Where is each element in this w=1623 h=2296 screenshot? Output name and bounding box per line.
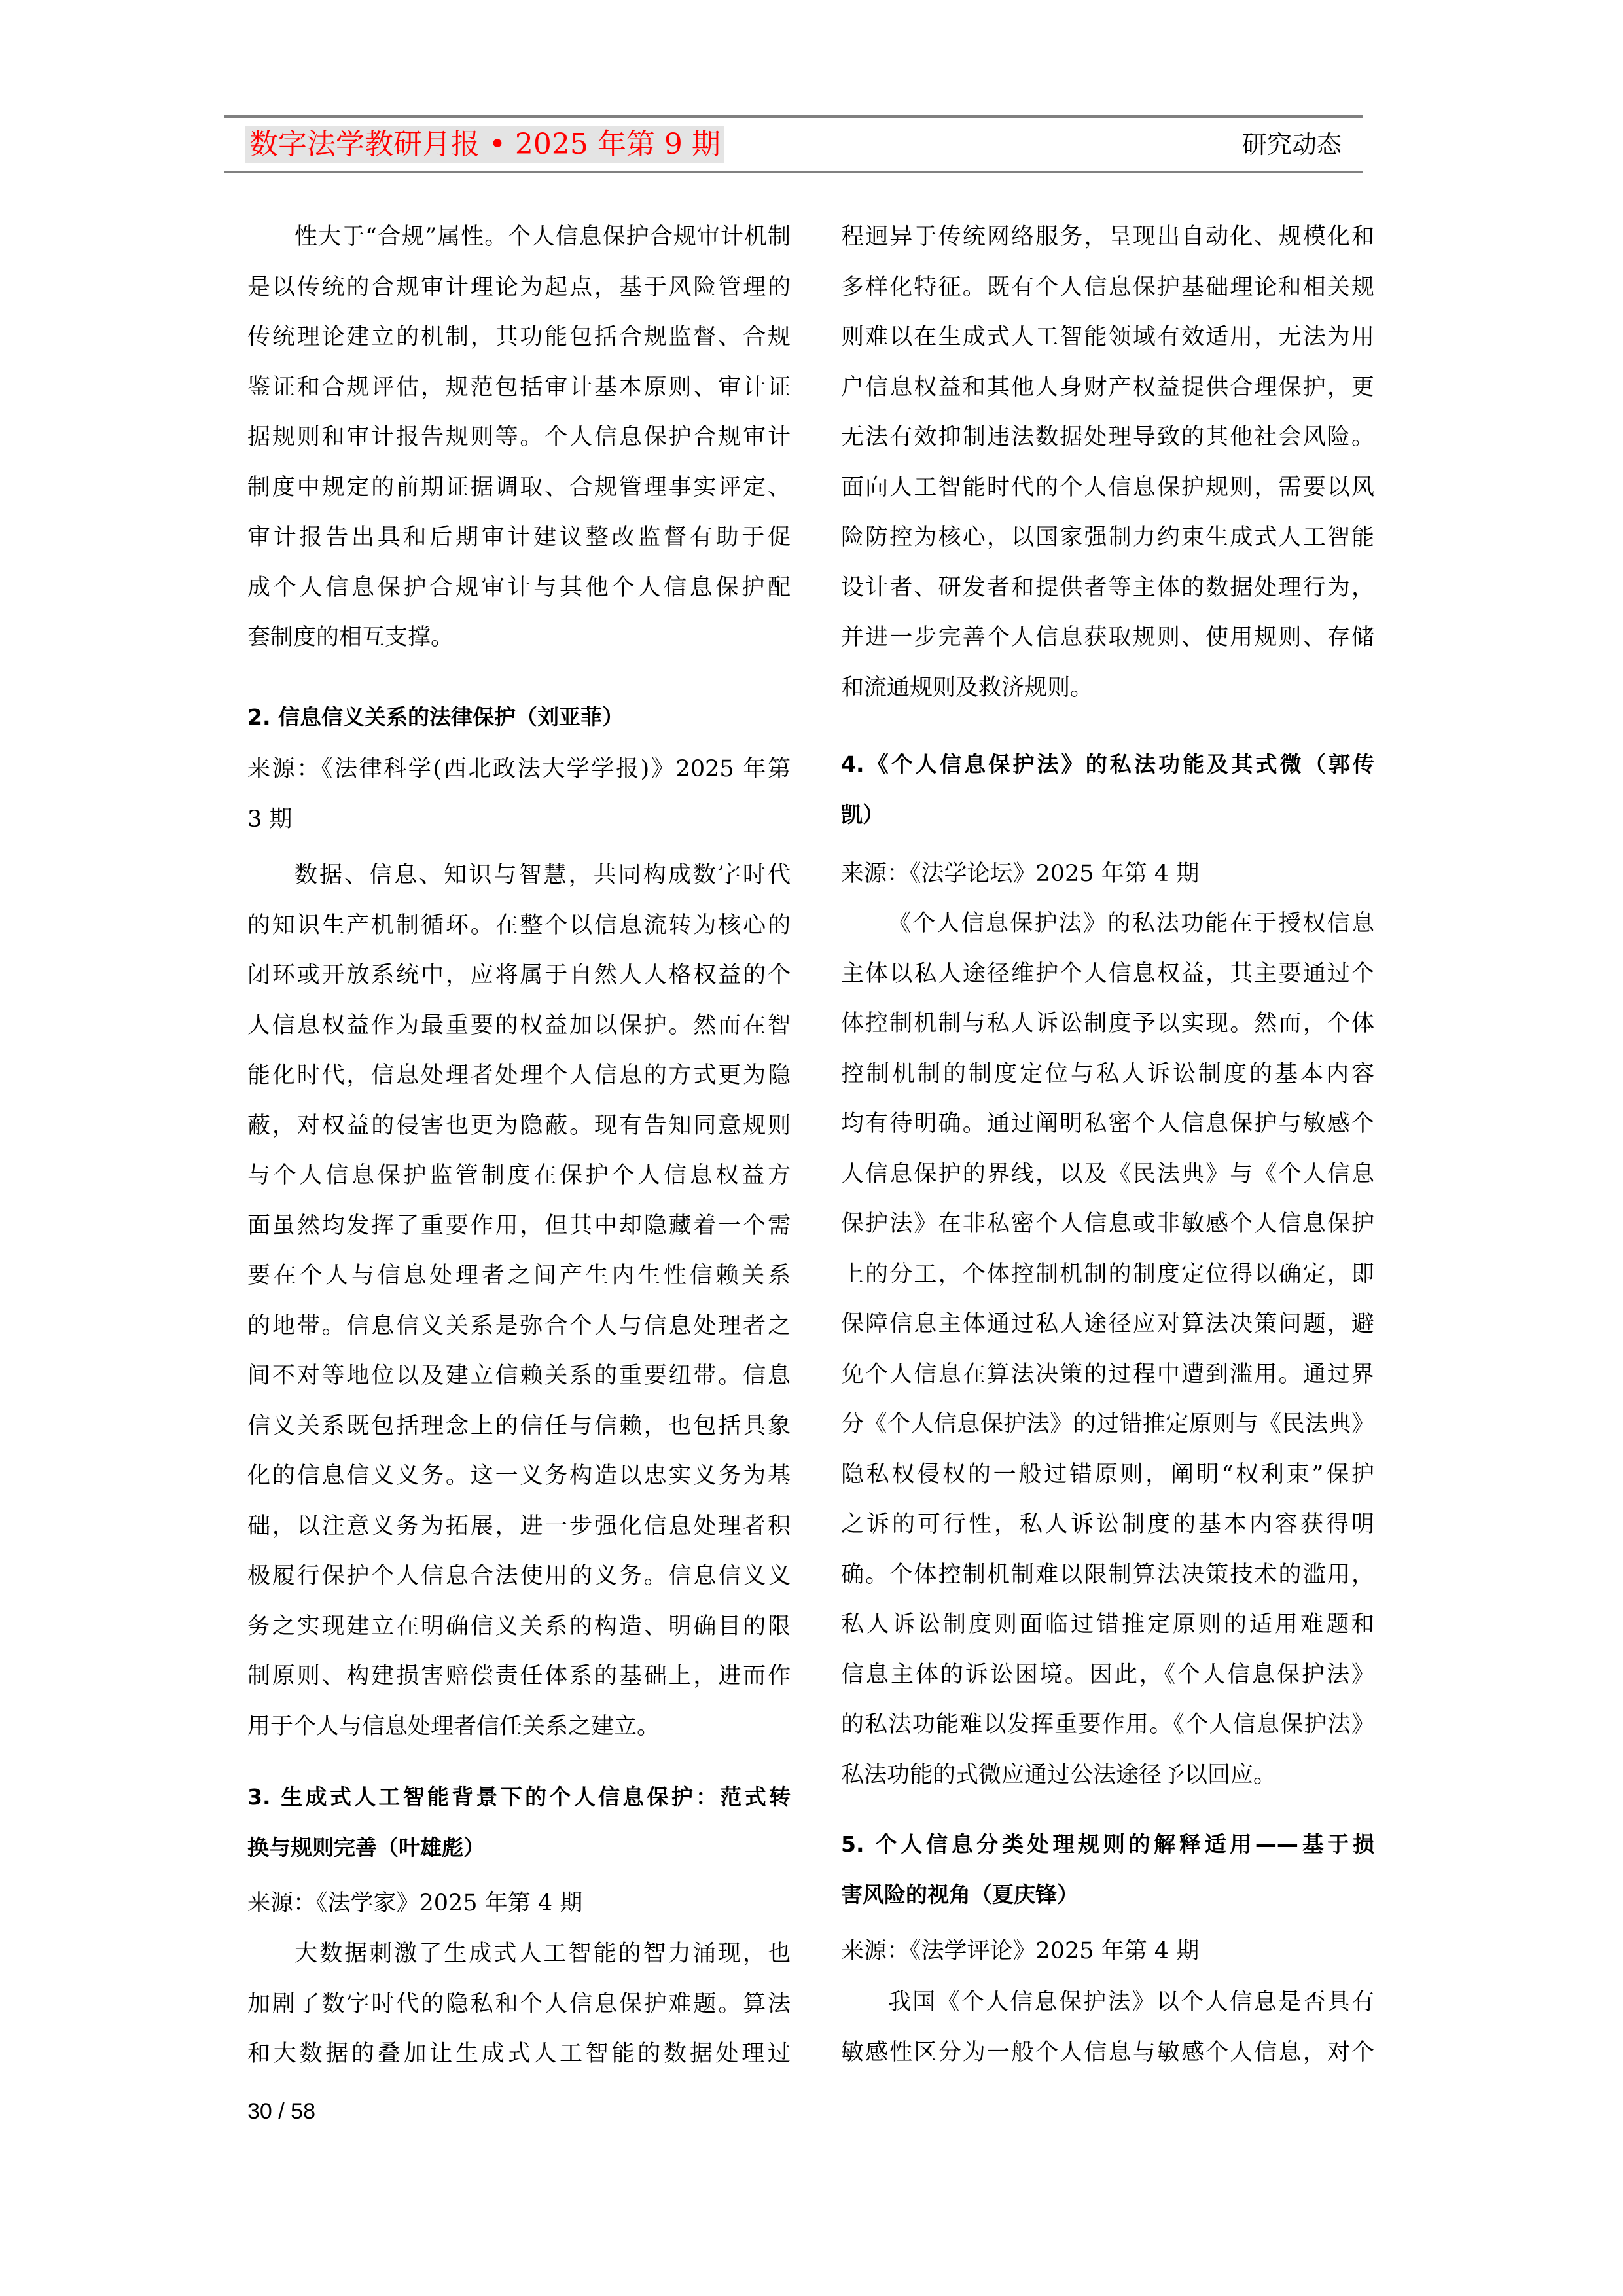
text-line: 套制度的相互支撑。 [247,624,454,651]
text-line: 私人诉讼制度则面临过错推定原则的适用难题和 [841,1611,1374,1638]
article-heading [247,692,791,743]
text-line: 分《个人信息保护法》的过错推定原则与《民法典》 [841,1411,1374,1437]
text-line: 则难以在生成式人工智能领域有效适用，无法为用 [841,324,1374,350]
text-line: 保障信息主体通过私人途径应对算法决策问题，避 [841,1311,1374,1337]
paragraph [841,899,1374,1800]
text-line: 人信息保护的界线，以及《民法典》与《个人信息 [841,1160,1374,1187]
text-line: 并进一步完善个人信息获取规则、使用规则、存储 [841,624,1374,651]
header-bottom-rule [224,171,1363,173]
text-line: 人信息权益作为最重要的权益加以保护。然而在智 [247,1012,791,1039]
text-line: 能化时代，信息处理者处理个人信息的方式更为隐 [247,1062,791,1088]
text-line: 主体以私人途径维护个人信息权益，其主要通过个 [841,960,1374,987]
text-line: 性大于“合规”属性。个人信息保护合规审计机制 [294,224,791,250]
text-line: 成个人信息保护合规审计与其他个人信息保护配 [247,574,791,601]
text-line: 程迥异于传统网络服务，呈现出自动化、规模化和 [841,224,1374,250]
article-source [247,1878,791,1929]
text-line: 加剧了数字时代的隐私和个人信息保护难题。算法 [247,1990,791,2017]
article-source [841,1926,1374,1977]
text-line: 用于个人与信息处理者信任关系之建立。 [247,1713,660,1740]
text-line: 之诉的可行性，私人诉讼制度的基本内容获得明 [841,1511,1374,1537]
text-line: 鉴证和合规评估，规范包括审计基本原则、审计证 [247,374,791,401]
paragraph [841,212,1374,713]
article-source [247,744,791,844]
text-line: 3 期 [247,806,293,833]
text-line: 来源：《法学评论》2025 年第 4 期 [841,1938,1200,1964]
text-line: 来源：《法学论坛》2025 年第 4 期 [841,861,1200,887]
paragraph [841,1977,1374,2077]
text-line: 制原则、构建损害赔偿责任体系的基础上，进而作 [247,1663,791,1689]
text-line: 闭环或开放系统中，应将属于自然人人格权益的个 [247,962,791,988]
journal-title: 数字法学教研月报 • 2025 年第 9 期 [245,126,724,163]
article-heading [247,1772,791,1873]
text-line: 敏感性区分为一般个人信息与敏感个人信息，对个 [841,2039,1374,2066]
text-line: 制度中规定的前期证据调取、合规管理事实评定、 [247,474,791,501]
text-line: 面向人工智能时代的个人信息保护规则，需要以风 [841,474,1374,501]
article-source [841,849,1374,899]
text-line: 控制机制的制度定位与私人诉讼制度的基本内容 [841,1060,1374,1087]
text-line: 据规则和审计报告规则等。个人信息保护合规审计 [247,424,791,450]
text-line: 无法有效抑制违法数据处理导致的其他社会风险。 [841,424,1374,450]
text-line: 务之实现建立在明确信义关系的构造、明确目的限 [247,1613,791,1640]
text-line: 均有待明确。通过阐明私密个人信息保护与敏感个 [841,1111,1374,1137]
text-line: 来源：《法律科学(西北政法大学学报)》2025 年第 [247,756,791,782]
text-line: 隐私权侵权的一般过错原则，阐明“权利束”保护 [841,1461,1374,1488]
text-line: 我国《个人信息保护法》以个人信息是否具有 [888,1989,1374,2015]
text-line: 审计报告出具和后期审计建议整改监督有助于促 [247,524,791,550]
text-line: 换与规则完善（叶雄彪） [247,1834,485,1860]
text-line: 体控制机制与私人诉讼制度予以实现。然而，个体 [841,1011,1374,1037]
section-label: 研究动态 [1241,130,1342,159]
text-line: 设计者、研发者和提供者等主体的数据处理行为， [841,574,1374,601]
text-line: 免个人信息在算法决策的过程中遭到滥用。通过界 [841,1361,1374,1388]
text-line: 数据、信息、知识与智慧，共同构成数字时代 [294,862,791,888]
text-line: 害风险的视角（夏庆锋） [841,1881,1079,1907]
article-heading [841,1820,1374,1920]
text-line: 《个人信息保护法》的私法功能在于授权信息 [888,910,1374,937]
text-line: 要在个人与信息处理者之间产生内生性信赖关系 [247,1263,791,1289]
text-line: 私法功能的式微应通过公法途径予以回应。 [841,1761,1277,1788]
text-line: 化的信息信义义务。这一义务构造以忠实义务为基 [247,1463,791,1489]
text-line: 传统理论建立的机制，其功能包括合规监督、合规 [247,324,791,350]
text-line: 的知识生产机制循环。在整个以信息流转为核心的 [247,912,791,939]
text-line: 和流通规则及救济规则。 [841,674,1094,701]
header-top-rule [224,115,1363,118]
text-line: 户信息权益和其他人身财产权益提供合理保护，更 [841,374,1374,401]
text-line: 凯） [841,801,884,827]
text-line: 信义关系既包括理念上的信任与信赖，也包括具象 [247,1412,791,1439]
text-line: 的私法功能难以发挥重要作用。《个人信息保护法》 [841,1712,1374,1738]
text-line: 面虽然均发挥了重要作用，但其中却隐藏着一个需 [247,1212,791,1239]
text-line: 蔽，对权益的侵害也更为隐蔽。现有告知同意规则 [247,1112,791,1139]
text-line: 大数据刺激了生成式人工智能的智力涌现，也 [294,1941,791,1967]
text-line: 保护法》在非私密个人信息或非敏感个人信息保护 [841,1211,1374,1237]
text-line: 和大数据的叠加让生成式人工智能的数据处理过 [247,2041,791,2067]
page-number: 30 / 58 [247,2099,315,2124]
text-line: 3. 生成式人工智能背景下的个人信息保护：范式转 [247,1784,791,1810]
text-line: 极履行保护个人信息合法使用的义务。信息信义义 [247,1563,791,1589]
article-heading [841,740,1374,840]
text-line: 上的分工，个体控制机制的制度定位得以确定，即 [841,1261,1374,1287]
text-line: 信息主体的诉讼困境。因此，《个人信息保护法》 [841,1661,1374,1688]
text-line: 多样化特征。既有个人信息保护基础理论和相关规 [841,274,1374,300]
text-line: 5. 个人信息分类处理规则的解释适用——基于损 [841,1831,1374,1857]
paragraph [247,1929,791,2079]
text-line: 来源：《法学家》2025 年第 4 期 [247,1890,583,1916]
text-line: 间不对等地位以及建立信赖关系的重要纽带。信息 [247,1363,791,1389]
paragraph [247,850,791,1751]
text-line: 与个人信息保护监管制度在保护个人信息权益方 [247,1162,791,1189]
text-line: 险防控为核心，以国家强制力约束生成式人工智能 [841,524,1374,550]
paragraph [247,212,791,663]
text-line: 2. 信息信义关系的法律保护（刘亚菲） [247,704,624,730]
text-line: 是以传统的合规审计理论为起点，基于风险管理的 [247,274,791,300]
text-line: 确。个体控制机制难以限制算法决策技术的滥用， [841,1561,1374,1588]
text-line: 的地带。信息信义关系是弥合个人与信息处理者之 [247,1312,791,1339]
text-line: 4.《个人信息保护法》的私法功能及其式微（郭传 [841,751,1374,777]
text-line: 础，以注意义务为拓展，进一步强化信息处理者积 [247,1513,791,1539]
